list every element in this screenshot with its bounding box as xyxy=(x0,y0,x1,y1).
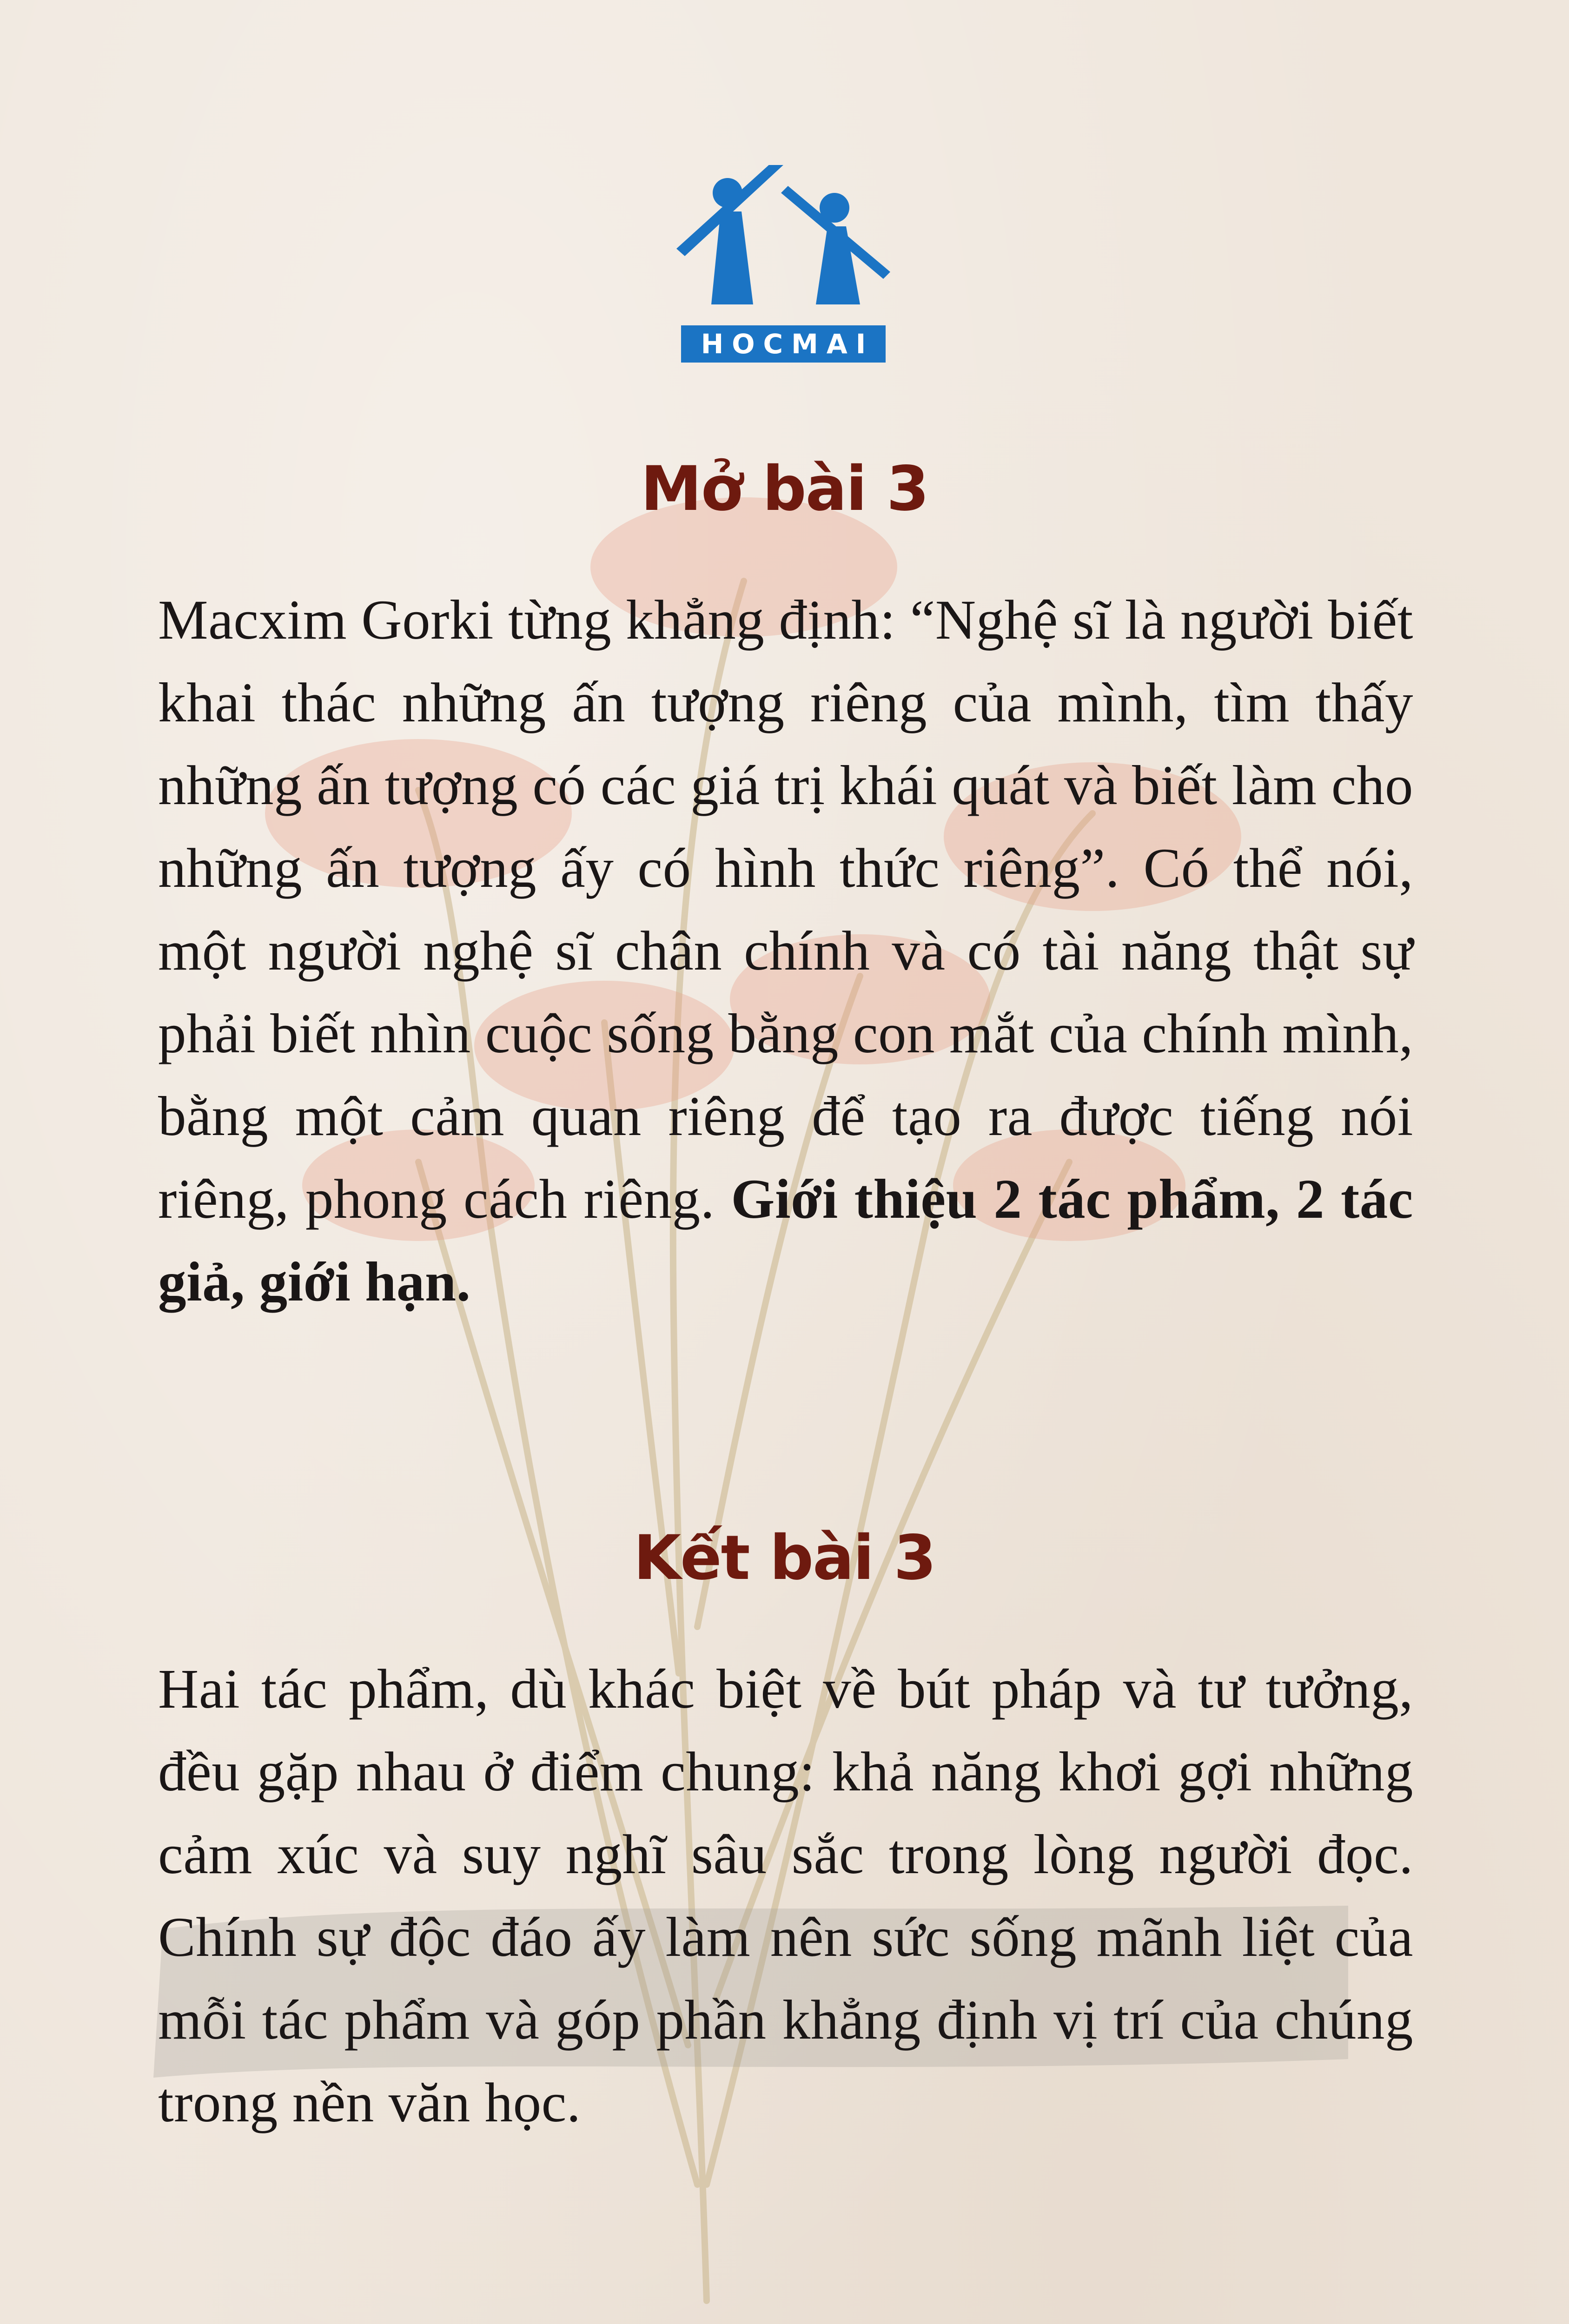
section1-title: Mở bài 3 xyxy=(641,453,928,525)
section1-body: Macxim Gorki từng khẳng định: “Nghệ sĩ là người biết khai thác những ấn tượng riêng của mình, tìm thấy những ấn tượng có các giá trị khái quát và biết làm cho những ấn tượng ấy có hình thức riêng”. Có thể nói, một người nghệ sĩ chân chính và có tài năng thật sự phải biết nhìn cuộc sống bằng con mắt của chính mình, bằng một cảm quan riêng để tạo ra được tiếng nói riêng, phong cách riêng. xyxy=(158,589,1413,1230)
section1-body-bold: Giới thiệu 2 tác phẩm, 2 tác giả, giới hạn. xyxy=(158,1168,1413,1313)
section2-title: Kết bài 3 xyxy=(633,1522,936,1594)
section2-paragraph: Hai tác phẩm, dù khác biệt về bút pháp và tư tưởng, đều gặp nhau ở điểm chung: khả năng khơi gợi những cảm xúc và suy nghĩ sâu sắc trong lòng người đọc. Chính sự độc đáo ấy làm nên sức sống mãnh liệt của mỗi tác phẩm và góp phần khẳng định vị trí của chúng trong nền văn học. xyxy=(158,1658,1413,2134)
section1-paragraph xyxy=(158,579,1413,1323)
hocmai-logo xyxy=(676,165,890,365)
logo-wordmark-band xyxy=(681,325,886,363)
logo-wordmark: HOCMAI xyxy=(701,328,874,360)
